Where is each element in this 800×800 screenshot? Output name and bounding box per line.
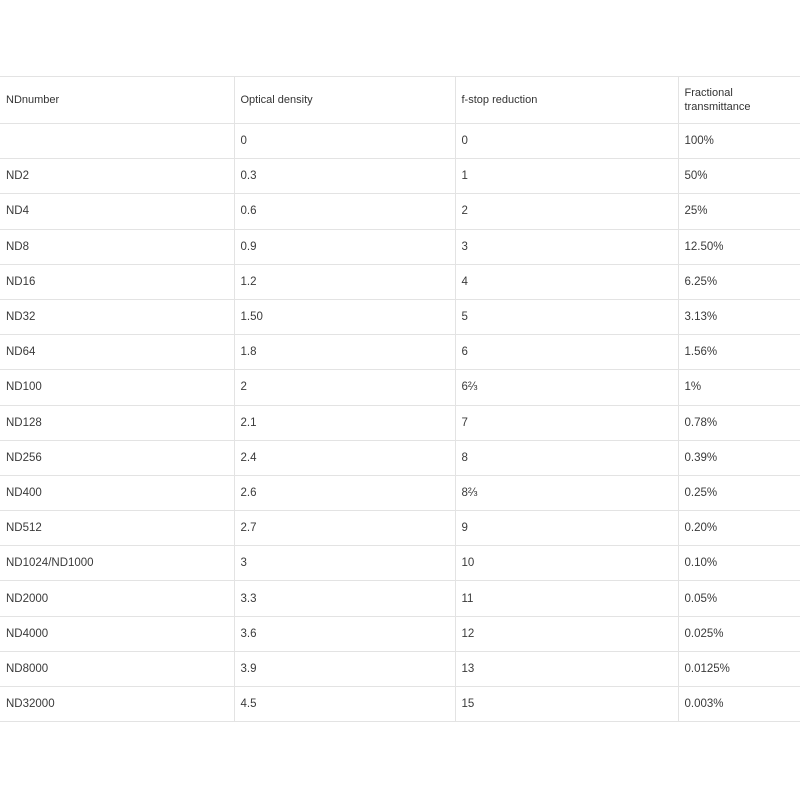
table-row: [0, 687, 800, 722]
cell-nd-number: ND64: [0, 335, 234, 370]
cell-optical-density: 3.3: [234, 581, 455, 616]
cell-optical-density: 1.50: [234, 299, 455, 334]
cell-nd-number: ND4000: [0, 616, 234, 651]
cell-fractional-transmittance: 0.25%: [678, 475, 800, 510]
cell-optical-density: 2.4: [234, 440, 455, 475]
table-row: [0, 405, 800, 440]
cell-f-stop-reduction: 13: [455, 651, 678, 686]
cell-optical-density: 1.8: [234, 335, 455, 370]
cell-nd-number: ND2: [0, 159, 234, 194]
cell-optical-density: 2.7: [234, 511, 455, 546]
cell-optical-density: 3: [234, 546, 455, 581]
cell-f-stop-reduction: 10: [455, 546, 678, 581]
table-row: [0, 511, 800, 546]
cell-nd-number: ND512: [0, 511, 234, 546]
cell-fractional-transmittance: 6.25%: [678, 264, 800, 299]
table-row: [0, 651, 800, 686]
cell-nd-number: ND8: [0, 229, 234, 264]
cell-fractional-transmittance: 25%: [678, 194, 800, 229]
cell-fractional-transmittance: 0.05%: [678, 581, 800, 616]
cell-fractional-transmittance: 0.39%: [678, 440, 800, 475]
nd-filter-table-container: [0, 76, 800, 722]
cell-f-stop-reduction: 11: [455, 581, 678, 616]
cell-fractional-transmittance: 100%: [678, 124, 800, 159]
cell-f-stop-reduction: 8⅔: [455, 475, 678, 510]
table-row: [0, 124, 800, 159]
cell-optical-density: 3.6: [234, 616, 455, 651]
table-row: [0, 581, 800, 616]
table-row: [0, 475, 800, 510]
table-row: [0, 546, 800, 581]
cell-f-stop-reduction: 9: [455, 511, 678, 546]
cell-nd-number: ND100: [0, 370, 234, 405]
cell-optical-density: 2.6: [234, 475, 455, 510]
cell-nd-number: [0, 124, 234, 159]
cell-nd-number: ND32000: [0, 687, 234, 722]
cell-fractional-transmittance: 12.50%: [678, 229, 800, 264]
cell-nd-number: ND1024/ND1000: [0, 546, 234, 581]
cell-f-stop-reduction: 3: [455, 229, 678, 264]
cell-optical-density: 2.1: [234, 405, 455, 440]
cell-f-stop-reduction: 12: [455, 616, 678, 651]
header-row: [0, 77, 800, 124]
cell-f-stop-reduction: 7: [455, 405, 678, 440]
cell-optical-density: 3.9: [234, 651, 455, 686]
cell-nd-number: ND32: [0, 299, 234, 334]
cell-nd-number: ND2000: [0, 581, 234, 616]
cell-nd-number: ND128: [0, 405, 234, 440]
table-row: [0, 194, 800, 229]
table-row: [0, 335, 800, 370]
table-row: [0, 299, 800, 334]
cell-optical-density: 0.6: [234, 194, 455, 229]
cell-f-stop-reduction: 8: [455, 440, 678, 475]
cell-f-stop-reduction: 4: [455, 264, 678, 299]
cell-fractional-transmittance: 0.20%: [678, 511, 800, 546]
cell-optical-density: 1.2: [234, 264, 455, 299]
cell-fractional-transmittance: 0.003%: [678, 687, 800, 722]
cell-nd-number: ND8000: [0, 651, 234, 686]
table-body: [0, 124, 800, 722]
cell-fractional-transmittance: 0.025%: [678, 616, 800, 651]
cell-optical-density: 0.3: [234, 159, 455, 194]
cell-nd-number: ND16: [0, 264, 234, 299]
header-nd-number: NDnumber: [0, 77, 234, 124]
header-optical-density: Optical density: [234, 77, 455, 124]
cell-fractional-transmittance: 0.10%: [678, 546, 800, 581]
nd-filter-table: [0, 76, 800, 722]
cell-f-stop-reduction: 6: [455, 335, 678, 370]
table-row: [0, 159, 800, 194]
cell-optical-density: 2: [234, 370, 455, 405]
table-row: [0, 370, 800, 405]
cell-f-stop-reduction: 1: [455, 159, 678, 194]
table-row: [0, 616, 800, 651]
cell-fractional-transmittance: 3.13%: [678, 299, 800, 334]
table-row: [0, 229, 800, 264]
cell-f-stop-reduction: 15: [455, 687, 678, 722]
cell-fractional-transmittance: 1.56%: [678, 335, 800, 370]
cell-fractional-transmittance: 0.0125%: [678, 651, 800, 686]
table-row: [0, 264, 800, 299]
table-row: [0, 440, 800, 475]
cell-optical-density: 4.5: [234, 687, 455, 722]
cell-optical-density: 0.9: [234, 229, 455, 264]
cell-fractional-transmittance: 50%: [678, 159, 800, 194]
cell-f-stop-reduction: 5: [455, 299, 678, 334]
cell-nd-number: ND256: [0, 440, 234, 475]
cell-f-stop-reduction: 0: [455, 124, 678, 159]
cell-fractional-transmittance: 0.78%: [678, 405, 800, 440]
cell-f-stop-reduction: 2: [455, 194, 678, 229]
cell-nd-number: ND400: [0, 475, 234, 510]
cell-fractional-transmittance: 1%: [678, 370, 800, 405]
cell-nd-number: ND4: [0, 194, 234, 229]
header-fractional-transmittance: Fractional transmittance: [678, 77, 800, 124]
cell-optical-density: 0: [234, 124, 455, 159]
cell-f-stop-reduction: 6⅔: [455, 370, 678, 405]
header-f-stop-reduction: f-stop reduction: [455, 77, 678, 124]
